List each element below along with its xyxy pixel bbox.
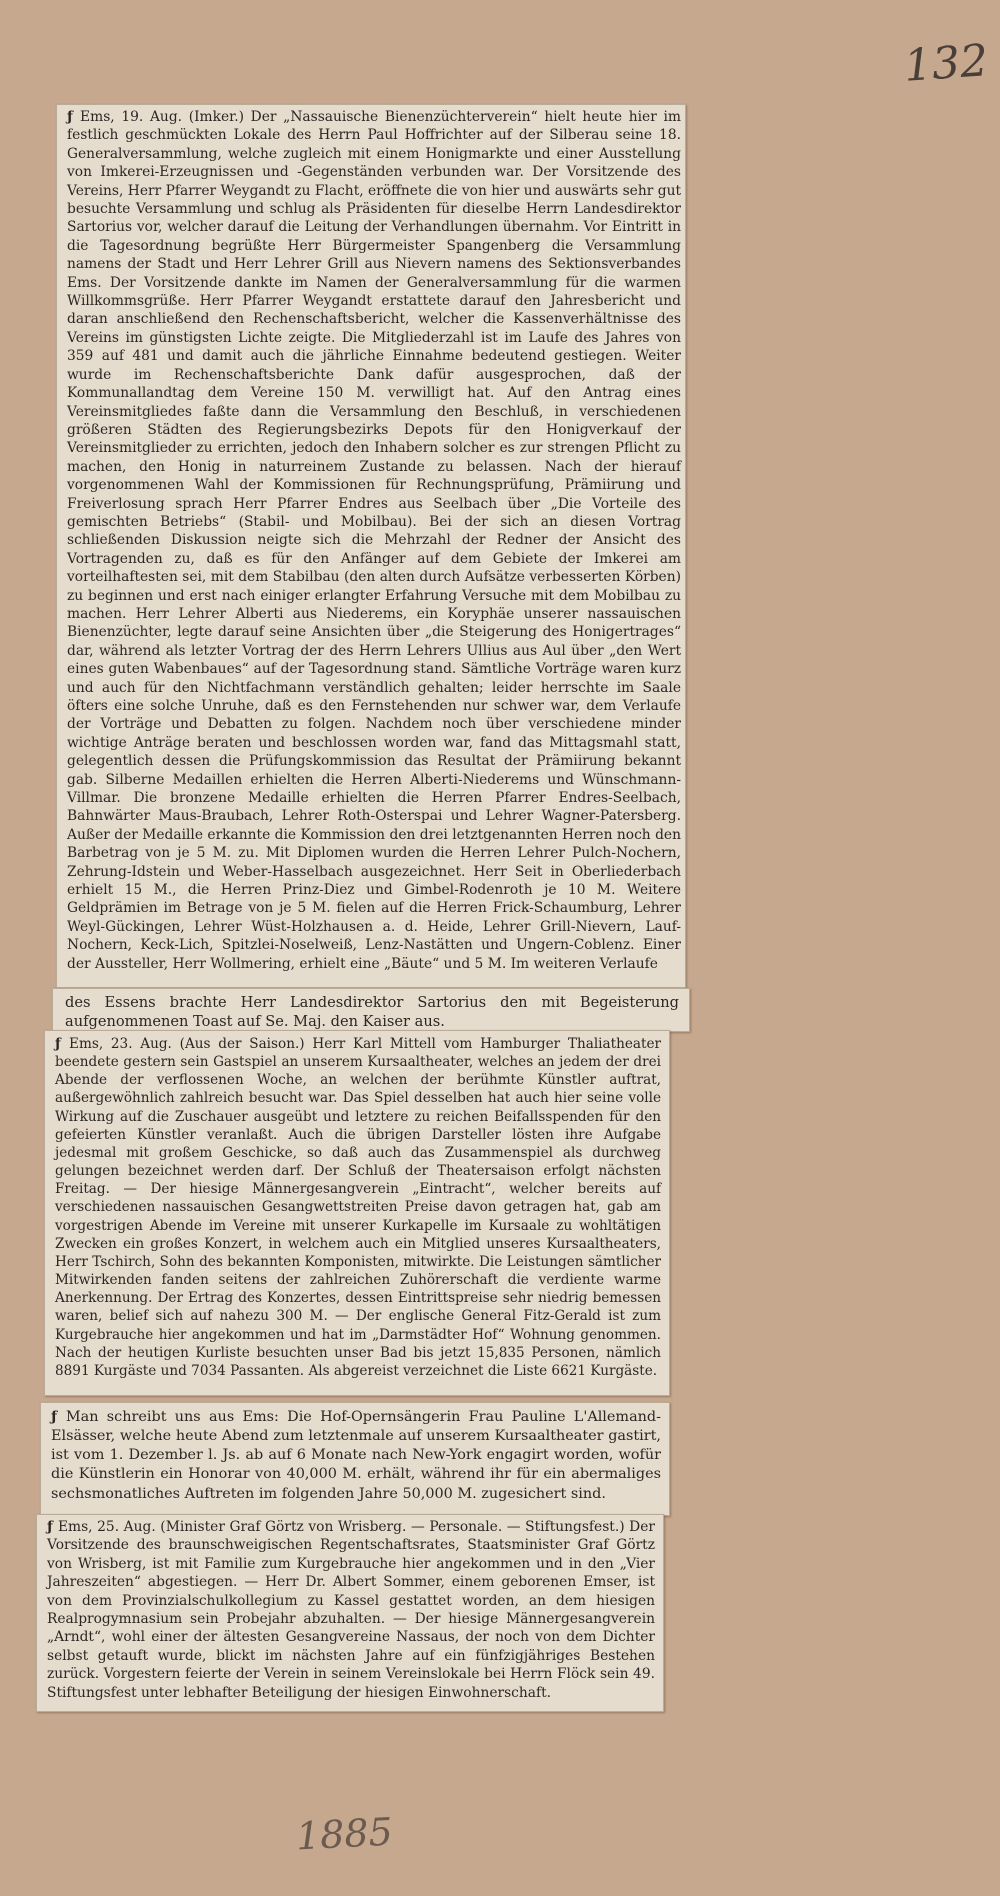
clipping-imker-continuation (52, 988, 690, 1032)
article-mark: ƒ (67, 109, 81, 125)
clipping-saison (44, 1030, 670, 1396)
clipping-opernsaengerin (40, 1402, 670, 1516)
article-imker-continuation: des Essens brachte Herr Landesdirektor Sartorius den mit Begeisterung aufgenommenen Toast auf Se. Maj. den Kaiser aus. (65, 994, 679, 1031)
folio-number: 132 (902, 35, 990, 92)
clipping-minister (36, 1514, 664, 1712)
article-opernsaengerin-text: ƒ Man schreibt uns aus Ems: Die Hof-Opernsängerin Frau Pauline L'Allemand-Elsässer, welche heute Abend zum letztenmale auf unserem Kursaaltheater gastirt, ist vom 1. Dezember l. Js. ab auf 6 Monate nach New-York engagirt worden, wofür die Künstlerin ein Honorar von 40,000 M. erhält, während ihr für ein abermaliges sechsmonatliches Auftreten im folgenden Jahre 50,000 M. zugesichert sind. (51, 1408, 661, 1502)
article-mark: ƒ (51, 1408, 66, 1425)
article-imker-text: ƒ Ems, 19. Aug. (Imker.) Der „Nassauische Bienenzüchterverein“ hielt heute hier im festlich geschmückten Lokale des Herrn Paul Hoffrichter auf der Silberau seine 18. Generalversammlung, welche zugleich mit einem Honigmarkte und einer Ausstellung von Imkerei-Erzeugnissen und -Gegenständen verbunden war. Der Vorsitzende des Vereins, Herr Pfarrer Weygandt zu Flacht, eröffnete die von hier und auswärts sehr gut besuchte Versammlung und schlug als Präsidenten für dieselbe Herrn Landesdirektor Sartorius vor, welcher darauf die Leitung der Verhandlungen übernahm. Vor Eintritt in die Tagesordnung begrüßte Herr Bürgermeister Spangenberg die Versammlung namens der Stadt und Herr Lehrer Grill aus Nievern namens des Sektionsverbandes Ems. Der Vorsitzende dankte im Namen der Generalversammlung für die warmen Willkommsgrüße. Herr Pfarrer Weygandt erstattete darauf den Jahresbericht und daran anschließend den Rechenschaftsbericht, welcher die Kassenverhältnisse des Vereins im günstigsten Lichte zeigte. Die Mitgliederzahl ist im Laufe des Jahres von 359 auf 481 und damit auch die jährliche Einnahme bedeutend gestiegen. Weiter wurde im Rechenschaftsberichte Dank dafür ausgesprochen, daß der Kommunallandtag dem Vereine 150 M. verwilligt hat. Auf den Antrag eines Vereinsmitgliedes faßte dann die Versammlung den Beschluß, in verschiedenen größeren Städten des Regierungsbezirks Depots für den Honigverkauf der Vereinsmitglieder zu errichten, jedoch den Inhabern solcher es zur strengen Pflicht zu machen, den Honig in naturreinem Zustande zu belassen. Nach der hierauf vorgenommenen Wahl der Kommissionen für Rechnungsprüfung, Prämiirung und Freiverlosung sprach Herr Pfarrer Endres aus Seelbach über „Die Vorteile des gemischten Betriebs“ (Stabil- und Mobilbau). Bei der sich an diesen Vortrag schließenden Diskussion neigte sich die Mehrzahl der Redner der Ansicht des Vortragenden zu, daß es für den Anfänger auf dem Gebiete der Imkerei am vorteilhaftesten sei, mit dem Stabilbau (den alten durch Aufsätze verbesserten Körben) zu beginnen und erst nach einiger erlangter Erfahrung Versuche mit dem Mobilbau zu machen. Herr Lehrer Alberti aus Niederems, ein Koryphäe unserer nassauischen Bienenzüchter, legte darauf seine Ansichten über „die Steigerung des Honigertrages“ dar, während als letzter Vortrag der des Herrn Lehrers Ullius aus Aul über „den Wert eines guten Wabenbaues“ auf der Tagesordnung stand. Sämtliche Vorträge waren kurz und auch für den Nichtfachmann verständlich gehalten; leider herrschte im Saale öfters eine solche Unruhe, daß es den Fernstehenden nur schwer war, dem Verlaufe der Vorträge und Debatten zu folgen. Nachdem noch über verschiedene minder wichtige Anträge beraten und beschlossen worden war, fand das Mittagsmahl statt, gelegentlich dessen die Prüfungskommission das Resultat der Prämiirung bekannt gab. Silberne Medaillen erhielten die Herren Alberti-Niederems und Wünschmann-Villmar. Die bronzene Medaille erhielten die Herren Pfarrer Endres-Seelbach, Bahnwärter Maus-Braubach, Lehrer Roth-Osterspai und Lehrer Wagner-Patersberg. Außer der Medaille erkannte die Kommission den drei letztgenannten Herren noch den Barbetrag von je 5 M. zu. Mit Diplomen wurden die Herren Lehrer Pulch-Nochern, Zehrung-Idstein und Weber-Hasselbach ausgezeichnet. Herr Seit in Oberliederbach erhielt 15 M., die Herren Prinz-Diez und Gimbel-Rodenroth je 10 M. Weitere Geldprämien im Betrage von je 5 M. fielen auf die Herren Frick-Schaumburg, Lehrer Weyl-Gückingen, Lehrer Wüst-Holzhausen a. d. Heide, Lehrer Grill-Nievern, Lauf-Nochern, Keck-Lich, Spitzlei-Noselweiß, Lenz-Nastätten und Ungern-Coblenz. Einer der Aussteller, Herr Wollmering, erhielt eine „Bäute“ und 5 M. Im weiteren Verlaufe (67, 109, 681, 972)
article-mark: ƒ (47, 1519, 58, 1535)
article-mark: ƒ (55, 1036, 70, 1052)
clipping-imker (56, 104, 686, 988)
article-minister-text: ƒ Ems, 25. Aug. (Minister Graf Görtz von Wrisberg. — Personale. — Stiftungsfest.) Der Vorsitzende des braunschweigischen Regentschaftsrates, Staatsminister Graf Görtz von Wrisberg, ist mit Familie zum Kurgebrauche hier angekommen und in den „Vier Jahreszeiten“ abgestiegen. — Herr Dr. Albert Sommer, einem geborenen Emser, ist von dem Provinzialschulkollegium zu Kassel gestattet worden, an dem hiesigen Realprogymnasium sein Probejahr abzuhalten. — Der hiesige Männergesangverein „Arndt“, wohl einer der ältesten Gesangvereine Nassaus, der noch von dem Dichter selbst getauft wurde, blickt im nächsten Jahre auf ein fünfzigjähriges Bestehen zurück. Vorgestern feierte der Verein in seinem Vereinslokale bei Herrn Flöck sein 49. Stiftungsfest unter lebhafter Beteiligung der hiesigen Einwohnerschaft. (47, 1519, 655, 1701)
article-saison-text: ƒ Ems, 23. Aug. (Aus der Saison.) Herr Karl Mittell vom Hamburger Thaliatheater beendete gestern sein Gastspiel an unserem Kursaaltheater, welches an jedem der drei Abende der verflossenen Woche, an welchen der berühmte Künstler auftrat, außergewöhnlich zahlreich besucht war. Das Spiel desselben hat auch hier seine volle Wirkung auf die Zuschauer ausgeübt und letztere zu reichen Beifallsspenden für den gefeierten Künstler veranlaßt. Auch die übrigen Darsteller lösten ihre Aufgabe jedesmal mit großem Geschicke, so daß auch das Zusammenspiel als durchweg gelungen bezeichnet werden darf. Der Schluß der Theatersaison erfolgt nächsten Freitag. — Der hiesige Männergesangverein „Eintracht“, welcher bereits auf verschiedenen nassauischen Gesangwettstreiten Preise davon getragen hat, gab am vorgestrigen Abende im Vereine mit unserer Kurkapelle im Kursaale zu wohltätigen Zwecken ein großes Konzert, in welchem auch ein Mitglied unseres Kursaaltheaters, Herr Tschirch, Sohn des bekannten Komponisten, mitwirkte. Die Leistungen sämtlicher Mitwirkenden fanden seitens der zahlreichen Zuhörerschaft die verdiente warme Anerkennung. Der Ertrag des Konzertes, dessen Eintrittspreise sehr niedrig bemessen waren, belief sich auf nahezu 300 M. — Der englische General Fitz-Gerald ist zum Kurgebrauche hier angekommen und hat im „Darmstädter Hof“ Wohnung genommen. Nach der heutigen Kurliste besuchten unser Bad bis jetzt 15,835 Personen, nämlich 8891 Kurgäste und 7034 Passanten. Als abgereist verzeichnet die Liste 6621 Kurgäste. (55, 1036, 661, 1379)
year-annotation: 1885 (294, 1809, 394, 1859)
